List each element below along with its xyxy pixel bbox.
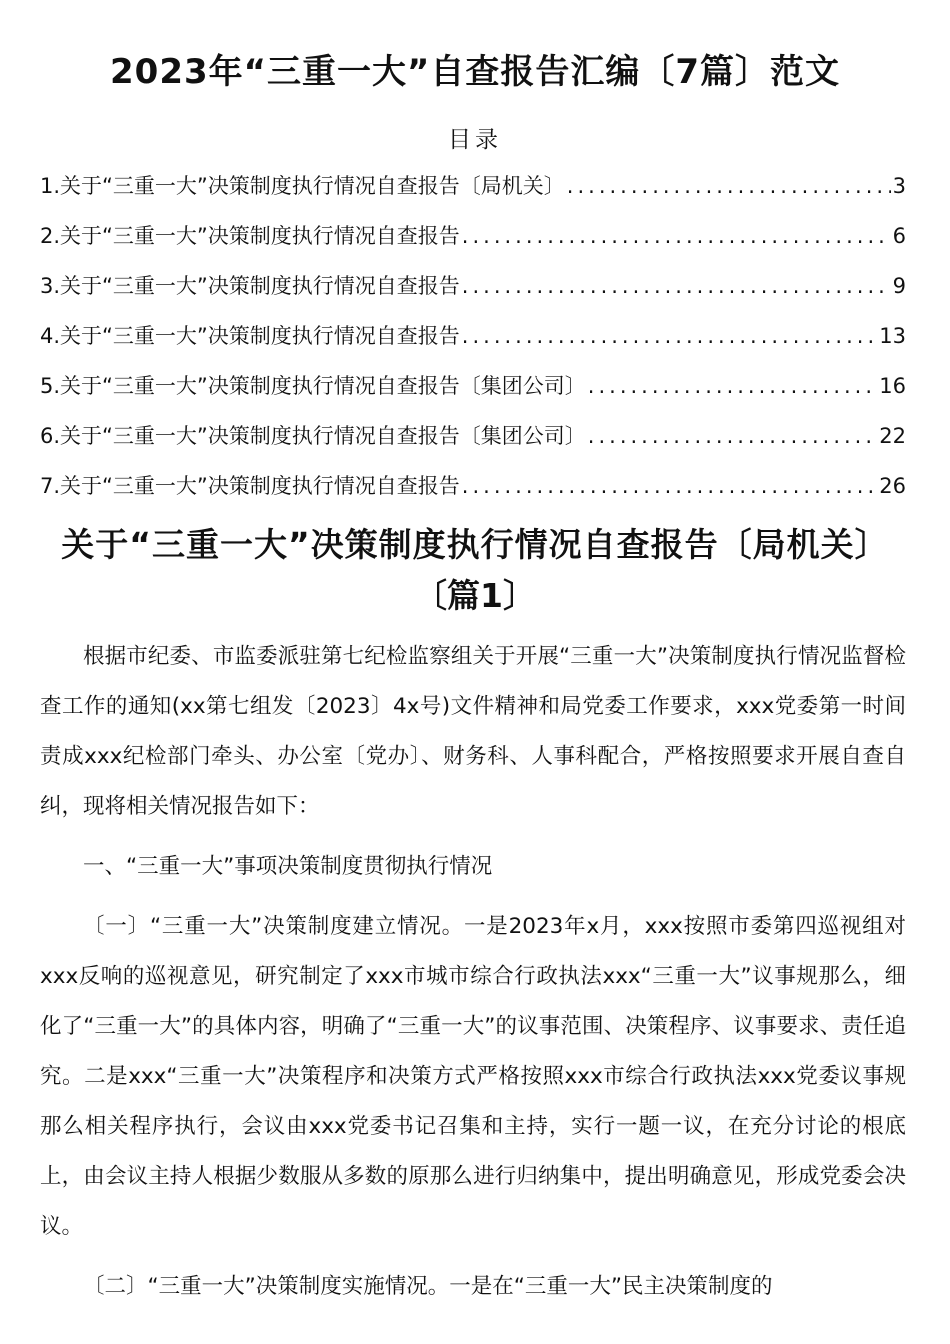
toc-entry[interactable] [40, 170, 906, 220]
body-paragraph: 〔二〕“三重一大”决策制度实施情况。一是在“三重一大”民主决策制度的 [83, 1274, 773, 1299]
section-title: 关于“三重一大”决策制度执行情况自查报告〔局机关〕 [61, 525, 889, 564]
toc-dot-leader [588, 424, 877, 448]
section-subtitle: 〔篇1〕 [414, 576, 536, 615]
toc-dot-leader [462, 324, 877, 348]
toc-dot-leader [462, 224, 891, 248]
table-of-contents [40, 170, 906, 520]
document-body [40, 632, 906, 1312]
section-heading: 一、“三重一大”事项决策制度贯彻执行情况 [83, 854, 493, 879]
toc-page-number: 22 [879, 424, 906, 448]
toc-entry-text: 3.关于“三重一大”决策制度执行情况自查报告 [40, 274, 460, 298]
body-paragraph: 根据市纪委、市监委派驻第七纪检监察组关于开展“三重一大”决策制度执行情况监督检查工作的通知(xx第七组发〔2023〕4x号)文件精神和局党委工作要求，xxx党委第一时间责成xxx纪检部门牵头、办公室〔党办〕、财务科、人事科配合，严格按照要求开展自查自纠，现将相关情况报告如下： [40, 644, 906, 819]
toc-entry-text: 7.关于“三重一大”决策制度执行情况自查报告 [40, 474, 460, 498]
toc-entry-text: 4.关于“三重一大”决策制度执行情况自查报告 [40, 324, 460, 348]
toc-entry[interactable] [40, 470, 906, 520]
toc-entry-text: 5.关于“三重一大”决策制度执行情况自查报告〔集团公司〕 [40, 374, 586, 398]
toc-entry-text: 1.关于“三重一大”决策制度执行情况自查报告〔局机关〕 [40, 174, 565, 198]
toc-entry[interactable] [40, 370, 906, 420]
toc-dot-leader [462, 474, 877, 498]
document-title: 2023年“三重一大”自查报告汇编〔7篇〕范文 [110, 52, 840, 92]
toc-page-number: 26 [879, 474, 906, 498]
toc-dot-leader [567, 174, 891, 198]
toc-entry-text: 2.关于“三重一大”决策制度执行情况自查报告 [40, 224, 460, 248]
toc-entry[interactable] [40, 420, 906, 470]
toc-entry[interactable] [40, 220, 906, 270]
toc-page-number: 3 [892, 174, 906, 198]
toc-entry-text: 6.关于“三重一大”决策制度执行情况自查报告〔集团公司〕 [40, 424, 586, 448]
toc-page-number: 9 [892, 274, 906, 298]
body-paragraph: 〔一〕“三重一大”决策制度建立情况。一是2023年x月，xxx按照市委第四巡视组对xxx反响的巡视意见，研究制定了xxx市城市综合行政执法xxx“三重一大”议事规那么，细化了“三重一大”的具体内容，明确了“三重一大”的议事范围、决策程序、议事要求、责任追究。二是xxx“三重一大”决策程序和决策方式严格按照xxx市综合行政执法xxx党委议事规那么相关程序执行，会议由xxx党委书记召集和主持，实行一题一议，在充分讨论的根底上，由会议主持人根据少数服从多数的原那么进行归纳集中，提出明确意见，形成党委会决议。 [40, 914, 906, 1239]
toc-page-number: 13 [879, 324, 906, 348]
toc-page-number: 16 [879, 374, 906, 398]
toc-entry[interactable] [40, 270, 906, 320]
toc-dot-leader [462, 274, 891, 298]
toc-dot-leader [588, 374, 877, 398]
toc-entry[interactable] [40, 320, 906, 370]
toc-heading: 目录 [448, 127, 502, 153]
toc-page-number: 6 [892, 224, 906, 248]
